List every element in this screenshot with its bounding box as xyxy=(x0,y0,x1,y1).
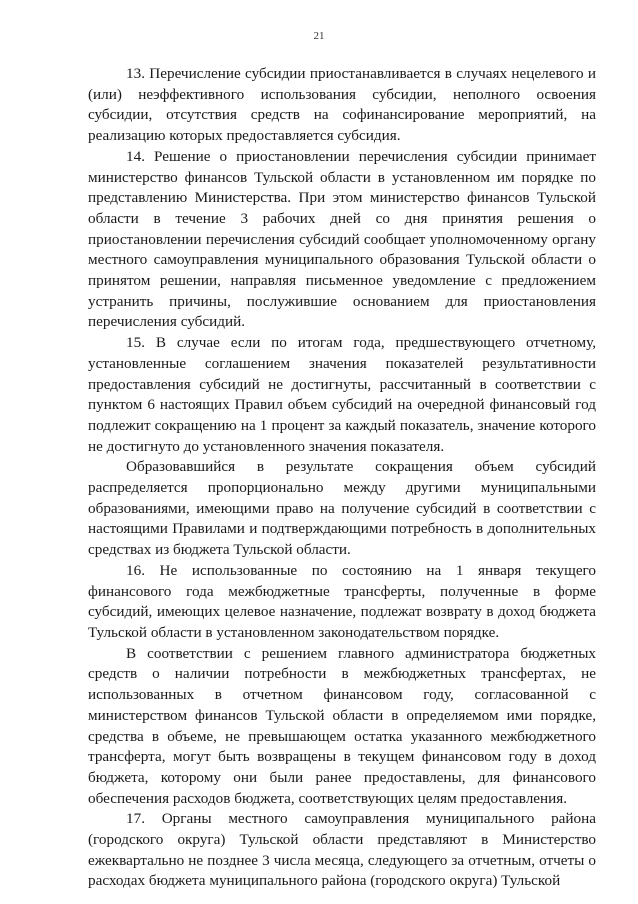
paragraph-14: 14. Решение о приостановлении перечисления субсидии принимает министерство финансов Тульской области в установленном им порядке по представлению Министерства. При этом министерство финансов Тульской области в течение 3 рабочих дней со дня принятия решения о приостановлении перечисления субсидий сообщает уполномоченному органу местного самоуправления муниципального образования Тульской области о принятом решении, направляя письменное уведомление с предложением устранить причины, послужившие основанием для приостановления перечисления субсидий. xyxy=(88,147,596,331)
paragraph-16-continued: В соответствии с решением главного администратора бюджетных средств о наличии потребности в межбюджетных трансфертах, не использованных в отчетном финансовом году, согласованной с министерством финансов Тульской области в определяемом ими порядке, средства в объеме, не превышающем остатка указанного межбюджетного трансферта, могут быть возвращены в текущем финансовом году в доход бюджета, которому они были ранее предоставлены, для финансового обеспечения расходов бюджета, соответствующих целям предоставления. xyxy=(88,644,596,807)
paragraph-13: 13. Перечисление субсидии приостанавливается в случаях нецелевого и (или) неэффективного использования субсидии, неполного освоения субсидии, отсутствия средств на софинансирование мероприятий, на реализацию которых предоставляется субсидия. xyxy=(88,65,596,145)
paragraph-15: 15. В случае если по итогам года, предшествующего отчетному, установленные соглашением значения показателей результативности предоставления субсидий не достигнуты, рассчитанный в соответствии с пунктом 6 настоящих Правил объем субсидий на очередной финансовый год подлежит сокращению на 1 процент за каждый показатель, значение которого не достигнуто до установленного значения показателя. xyxy=(88,334,596,455)
paragraph-15-continued: Образовавшийся в результате сокращения объем субсидий распределяется пропорционально между другими муниципальными образованиями, имеющими право на получение субсидий в соответствии с настоящими Правилами и подтверждающими потребность в дополнительных средствах из бюджета Тульской области. xyxy=(88,458,596,559)
document-body xyxy=(88,64,596,892)
page-number: 21 xyxy=(313,30,325,42)
paragraph-17: 17. Органы местного самоуправления муниципального района (городского округа) Тульской области представляют в Министерство ежеквартально не позднее 3 числа месяца, следующего за отчетным, отчеты о расходах бюджета муниципального района (городского округа) Тульской xyxy=(88,810,596,890)
paragraph-16: 16. Не использованные по состоянию на 1 января текущего финансового года межбюджетные трансферты, полученные в форме субсидий, имеющих целевое назначение, подлежат возврату в доход бюджета Тульской области в установленном законодательством порядке. xyxy=(88,561,596,641)
